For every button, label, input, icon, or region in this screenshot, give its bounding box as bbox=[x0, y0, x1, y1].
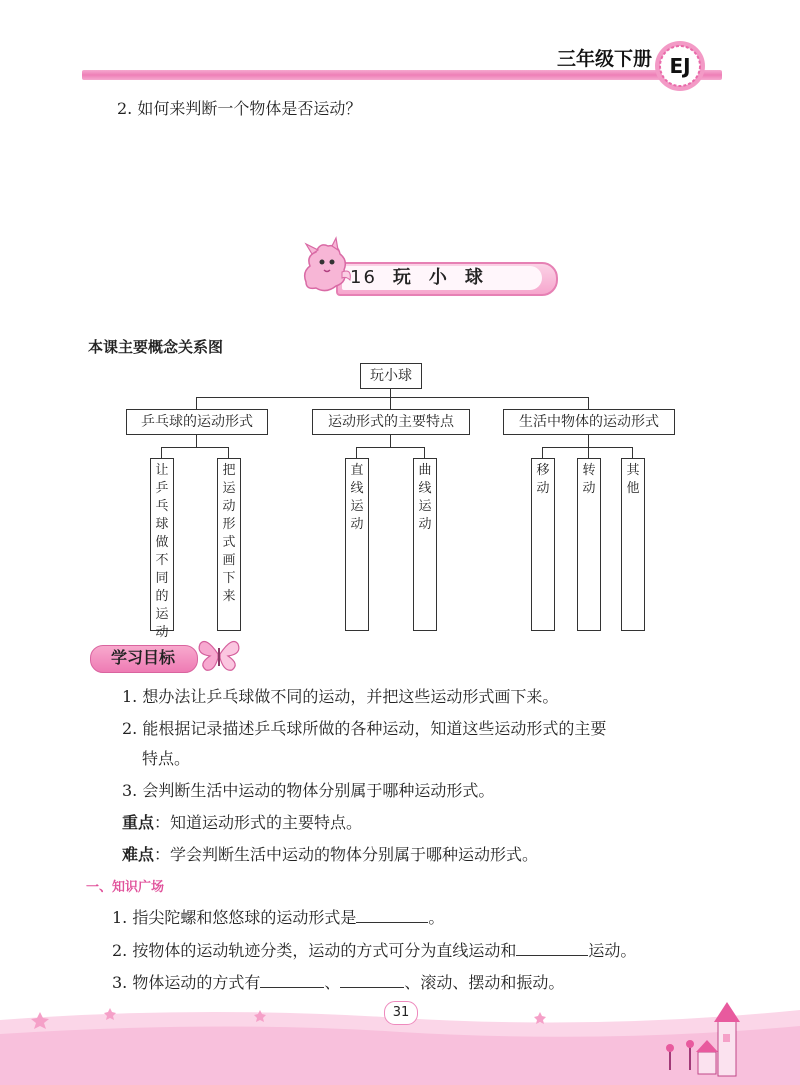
concept-branch-1: 乒乓球的运动形式 bbox=[126, 409, 268, 435]
concept-root: 玩小球 bbox=[360, 363, 422, 389]
key-point bbox=[122, 810, 362, 833]
goal-item-1: 1. 想办法让乒乓球做不同的运动，并把这些运动形式画下来。 bbox=[122, 687, 559, 706]
concept-leaf: 让乒乓球做不同的运动 bbox=[150, 458, 174, 631]
goal-item-2: 2. 能根据记录描述乒乓球所做的各种运动，知道这些运动形式的主要 bbox=[122, 719, 607, 738]
key-point-label: 重点 bbox=[122, 813, 155, 832]
connector-line bbox=[424, 447, 425, 458]
goals-label: 学习目标 bbox=[110, 648, 175, 667]
butterfly-icon bbox=[196, 634, 242, 674]
knowledge-q3-sep: 、 bbox=[324, 973, 341, 992]
difficult-point bbox=[122, 842, 538, 865]
answer-blank[interactable] bbox=[260, 971, 324, 988]
connector-line bbox=[390, 433, 391, 447]
connector-line bbox=[161, 447, 162, 458]
connector-line bbox=[196, 397, 197, 409]
answer-blank[interactable] bbox=[340, 971, 404, 988]
answer-blank[interactable] bbox=[356, 906, 428, 923]
answer-blank[interactable] bbox=[516, 939, 588, 956]
connector-line bbox=[196, 397, 589, 398]
concept-branch-3: 生活中物体的运动形式 bbox=[503, 409, 675, 435]
concept-leaf: 曲线运动 bbox=[413, 458, 437, 631]
grade-label: 三年级下册 bbox=[556, 48, 652, 70]
concept-branch-2: 运动形式的主要特点 bbox=[312, 409, 470, 435]
connector-line bbox=[588, 397, 589, 409]
question-2: 2. 如何来判断一个物体是否运动？ bbox=[117, 99, 362, 118]
connector-line bbox=[542, 447, 543, 458]
concept-leaf: 转动 bbox=[577, 458, 601, 631]
connector-line bbox=[588, 447, 589, 458]
difficult-point-text: ：学会判断生活中运动的物体分别属于哪种运动形式。 bbox=[154, 845, 539, 864]
knowledge-q1 bbox=[112, 905, 444, 928]
knowledge-q2-text: 2. 按物体的运动轨迹分类，运动的方式可分为直线运动和 bbox=[112, 941, 517, 960]
badge-text: EJ bbox=[669, 54, 691, 78]
knowledge-q3-text: 3. 物体运动的方式有 bbox=[112, 973, 261, 992]
knowledge-section-title: 一、知识广场 bbox=[86, 880, 165, 895]
knowledge-q2-end: 运动。 bbox=[588, 941, 637, 960]
key-point-text: ：知道运动形式的主要特点。 bbox=[154, 813, 363, 832]
concept-map-title: 本课主要概念关系图 bbox=[88, 338, 224, 356]
knowledge-q3 bbox=[112, 970, 564, 993]
connector-line bbox=[356, 447, 357, 458]
knowledge-q3-end: 、滚动、摆动和振动。 bbox=[404, 973, 565, 992]
lesson-heading bbox=[350, 264, 501, 292]
concept-leaf: 直线运动 bbox=[345, 458, 369, 631]
connector-line bbox=[228, 447, 229, 458]
lesson-number: 16 bbox=[350, 267, 377, 288]
knowledge-q2 bbox=[112, 938, 636, 961]
concept-leaf: 其他 bbox=[621, 458, 645, 631]
page-number: 31 bbox=[384, 1001, 418, 1025]
connector-line bbox=[356, 447, 425, 448]
connector-line bbox=[588, 433, 589, 447]
difficult-point-label: 难点 bbox=[122, 845, 155, 864]
header-bar bbox=[82, 70, 722, 80]
lesson-title: 玩小球 bbox=[392, 267, 501, 288]
dragon-mascot-icon bbox=[298, 236, 354, 296]
knowledge-q1-end: 。 bbox=[428, 908, 445, 927]
goal-item-2-cont: 特点。 bbox=[142, 749, 191, 768]
knowledge-q1-text: 1. 指尖陀螺和悠悠球的运动形式是 bbox=[112, 908, 357, 927]
concept-leaf: 把运动形式画下来 bbox=[217, 458, 241, 631]
goal-item-3: 3. 会判断生活中运动的物体分别属于哪种运动形式。 bbox=[122, 781, 495, 800]
connector-line bbox=[390, 397, 391, 409]
concept-leaf: 移动 bbox=[531, 458, 555, 631]
connector-line bbox=[196, 433, 197, 447]
connector-line bbox=[632, 447, 633, 458]
connector-line bbox=[161, 447, 229, 448]
